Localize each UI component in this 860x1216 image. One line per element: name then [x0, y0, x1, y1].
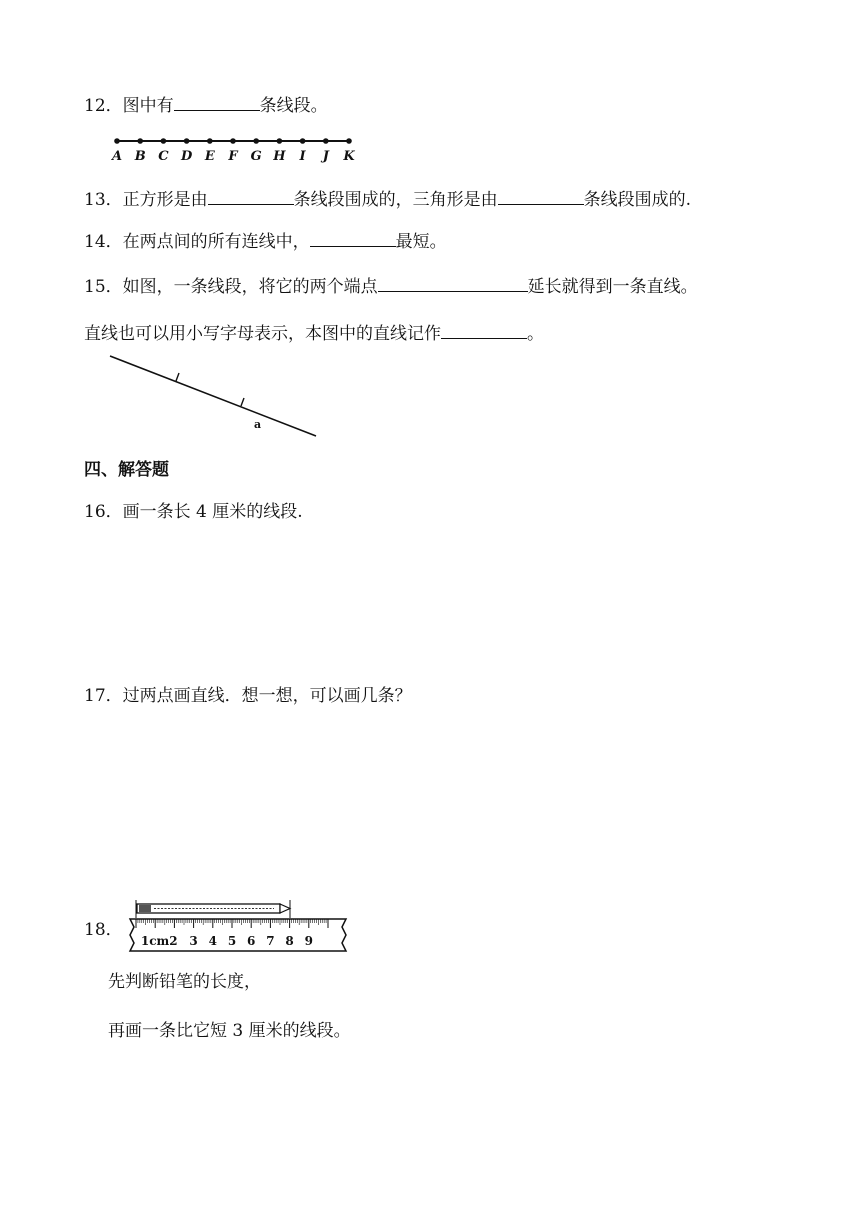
- point-label: E: [204, 149, 215, 164]
- ruler-label: 3: [189, 934, 198, 948]
- question-14: [84, 228, 447, 254]
- point-label: K: [343, 149, 355, 164]
- ruler-with-pencil-figure: [124, 900, 356, 958]
- question-number: 12．: [84, 96, 123, 116]
- point-label: D: [180, 149, 193, 164]
- line-label: a: [254, 418, 262, 431]
- point-label: H: [273, 149, 286, 164]
- question-18-step1: 先判断铅笔的长度，: [108, 972, 261, 992]
- point-label: F: [228, 149, 238, 164]
- point-label: B: [134, 149, 146, 164]
- question-18: [84, 918, 123, 942]
- question-text: 条线段围成的.: [583, 190, 692, 210]
- answer-blank[interactable]: [498, 186, 584, 205]
- question-number: 13．: [84, 190, 123, 210]
- ruler-label: 9: [304, 934, 313, 948]
- question-15: [84, 273, 698, 299]
- segment-point: [300, 138, 306, 144]
- point-label: I: [299, 149, 306, 164]
- segment-point: [161, 138, 167, 144]
- question-text: 画一条长 4 厘米的线段.: [122, 502, 303, 522]
- question-text: 条线段围成的，三角形是由: [293, 190, 498, 210]
- point-label: C: [158, 149, 169, 164]
- question-text: 条线段。: [259, 96, 328, 116]
- question-number: 17．: [84, 686, 123, 706]
- point-label: G: [250, 149, 262, 164]
- question-text: 在两点间的所有连线中，: [122, 232, 310, 252]
- question-16: [84, 500, 303, 524]
- segment-point: [323, 138, 329, 144]
- segment-point: [184, 138, 190, 144]
- ruler-label: 4: [208, 934, 217, 948]
- segment-point: [253, 138, 259, 144]
- endpoint-tick: [241, 398, 244, 406]
- question-text: 图中有: [122, 96, 174, 116]
- point-label: A: [111, 149, 123, 164]
- pencil: [137, 904, 290, 913]
- answer-blank[interactable]: [208, 186, 294, 205]
- question-text: 最短。: [395, 232, 447, 252]
- segment-point: [114, 138, 120, 144]
- ruler-label: 5: [227, 934, 237, 948]
- question-number: 15．: [84, 277, 123, 297]
- question-text: 过两点画直线．想一想，可以画几条？: [122, 686, 412, 706]
- question-13: [84, 186, 691, 212]
- ruler-label: 6: [247, 934, 256, 948]
- segment-point: [137, 138, 143, 144]
- question-17: [84, 684, 412, 708]
- question-number: 14．: [84, 232, 123, 252]
- ruler-label: 7: [266, 934, 275, 948]
- question-text: 如图，一条线段，将它的两个端点: [122, 277, 378, 297]
- segment-point: [207, 138, 213, 144]
- segment-point: [277, 138, 283, 144]
- endpoint-tick: [176, 373, 179, 381]
- ruler-label: 1cm2: [140, 934, 178, 948]
- ruler-label: 8: [285, 934, 294, 948]
- question-18-step2: 再画一条比它短 3 厘米的线段。: [108, 1021, 351, 1041]
- question-text: 直线也可以用小写字母表示，本图中的直线记作: [84, 324, 441, 344]
- straight-line-figure: [100, 348, 330, 443]
- question-text: 正方形是由: [122, 190, 208, 210]
- question-text: 延长就得到一条直线。: [527, 277, 698, 297]
- question-number: 16．: [84, 502, 123, 522]
- answer-blank[interactable]: [310, 228, 396, 247]
- answer-blank[interactable]: [378, 273, 528, 292]
- answer-blank[interactable]: [441, 320, 527, 339]
- answer-blank[interactable]: [174, 92, 260, 111]
- question-15-line2: [84, 320, 544, 346]
- question-text: 。: [527, 324, 544, 344]
- segment-point: [346, 138, 352, 144]
- segment-point: [230, 138, 236, 144]
- point-label: J: [322, 149, 329, 164]
- question-number: 18．: [84, 920, 123, 940]
- question-12: [84, 92, 328, 118]
- line-segment-figure: [108, 134, 368, 164]
- section-title: 四、解答题: [84, 460, 169, 480]
